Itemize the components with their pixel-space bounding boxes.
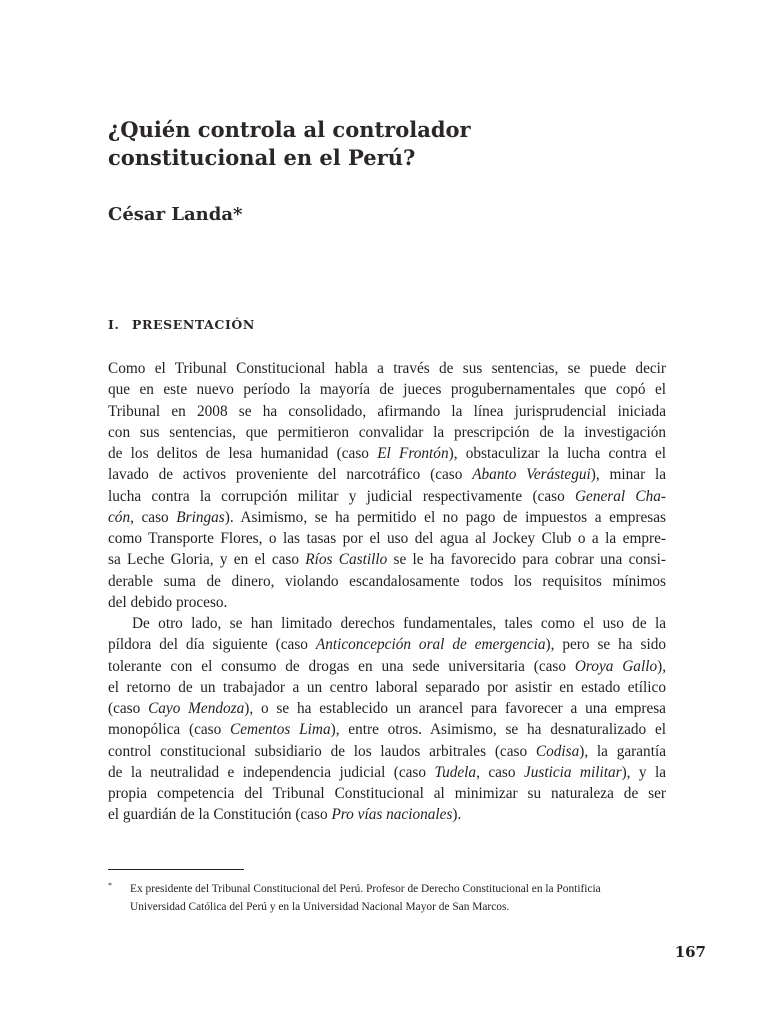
text-run: monopólica (caso	[108, 721, 231, 739]
italic-case-name: Ríos Castillo	[305, 551, 388, 569]
text-run: ), y la	[621, 763, 666, 781]
text-run: del debido proceso.	[108, 593, 228, 611]
text-line	[108, 464, 666, 485]
italic-case-name: Cayo Mendoza	[148, 700, 245, 717]
text-line	[108, 677, 666, 698]
text-line	[108, 592, 666, 613]
text-line	[108, 719, 666, 740]
text-run: ), la garantía	[579, 742, 666, 760]
text-run: con sus sentencias, que permitieron convalidar la prescripción de la investigación	[108, 423, 666, 441]
italic-case-name: Abanto Verástegui	[472, 466, 591, 484]
text-line	[108, 741, 666, 762]
page-number: 167	[674, 943, 706, 961]
text-run: ), pero se ha sido	[545, 636, 667, 654]
text-run: como Transporte Flores, o las tasas por el uso del agua al Jockey Club o a la empre-	[108, 530, 666, 547]
italic-case-name: El Frontón	[377, 445, 449, 462]
section-heading	[108, 316, 255, 334]
footnote	[108, 880, 666, 916]
text-run: control constitucional subsidiario de los laudos arbitrales (caso	[108, 742, 536, 760]
text-run: derable suma de dinero, violando escandalosamente todos los requisitos mínimos	[108, 572, 666, 590]
text-run: ), entre otros. Asimismo, se ha desnaturalizado el	[330, 721, 666, 739]
article-title-line-1: ¿Quién controla al controlador	[108, 117, 471, 142]
footnote-line-1: Ex presidente del Tribunal Constitucional del Perú. Profesor de Derecho Constitucional en la Pontificia	[130, 883, 601, 895]
text-line	[108, 358, 666, 379]
text-run: lucha contra la corrupción militar y judicial respectivamente (caso	[108, 487, 575, 505]
text-line	[108, 656, 666, 677]
text-run: propia competencia del Tribunal Constitucional al minimizar su naturaleza de ser	[108, 785, 666, 802]
text-run: ), obstaculizar la lucha contra el	[448, 445, 667, 462]
text-run: , caso	[476, 763, 524, 781]
text-run: ). Asimismo, se ha permitido el no pago de impuestos a empresas	[224, 508, 666, 526]
text-run: (caso	[108, 700, 149, 717]
text-line	[108, 634, 666, 655]
text-line	[108, 507, 666, 528]
text-line	[108, 571, 666, 592]
italic-case-name: Cementos Lima	[230, 721, 331, 739]
text-run: el guardián de la Constitución (caso	[108, 806, 332, 824]
italic-case-name: Anticoncepción oral de emergencia	[315, 636, 546, 654]
paragraph-2	[108, 613, 666, 826]
text-run: píldora del día siguiente (caso	[108, 636, 316, 654]
text-run: de la neutralidad e independencia judicial (caso	[108, 763, 435, 781]
text-line	[108, 698, 666, 719]
italic-case-name: Oroya Gallo	[574, 657, 658, 675]
italic-case-name: Justicia militar	[523, 763, 622, 781]
article-title-line-2: constitucional en el Perú?	[108, 145, 416, 170]
body-text	[108, 358, 666, 826]
text-line	[108, 613, 666, 634]
text-run: ), minar la	[590, 466, 666, 484]
article-author: César Landa*	[108, 204, 243, 225]
section-title: PRESENTACIÓN	[132, 317, 255, 332]
text-line	[108, 783, 666, 804]
footnote-line-2: Universidad Católica del Perú y en la Universidad Nacional Mayor de San Marcos.	[130, 901, 510, 913]
article-title	[108, 116, 668, 172]
footnote-marker: *	[108, 881, 112, 890]
text-run: Tribunal en 2008 se ha consolidado, afirmando la línea jurisprudencial iniciada	[108, 402, 666, 420]
section-number: I.	[108, 317, 120, 332]
text-run: De otro lado, se han limitado derechos fundamentales, tales como el uso de la	[132, 615, 666, 632]
footnote-divider	[108, 869, 244, 870]
italic-case-name: Pro vías nacionales	[331, 806, 453, 824]
text-line	[108, 528, 666, 549]
text-run: tolerante con el consumo de drogas en una sede universitaria (caso	[108, 657, 575, 675]
italic-case-name: Codisa	[535, 742, 580, 760]
text-run: sa Leche Gloria, y en el caso	[108, 551, 306, 569]
footnote-text	[130, 880, 666, 916]
text-line	[108, 549, 666, 570]
text-run: ).	[452, 806, 462, 824]
italic-case-name: cón	[108, 508, 131, 526]
text-run: Como el Tribunal Constitucional habla a través de sus sentencias, se puede decir	[108, 360, 666, 377]
text-line	[108, 486, 666, 507]
italic-case-name: Bringas	[176, 508, 225, 526]
italic-case-name: Tudela	[434, 763, 477, 781]
text-run: lavado de activos proveniente del narcotráfico (caso	[108, 466, 473, 484]
text-run: ),	[657, 657, 667, 675]
text-run: se le ha favorecido para cobrar una consi-	[387, 551, 666, 569]
paragraph-1	[108, 358, 666, 613]
text-line	[108, 422, 666, 443]
text-line	[108, 762, 666, 783]
text-run: que en este nuevo período la mayoría de jueces progubernamentales que copó el	[108, 381, 666, 399]
text-line	[108, 443, 666, 464]
text-run: el retorno de un trabajador a un centro laboral separado por asistir en estado etílico	[108, 678, 666, 696]
text-run: de los delitos de lesa humanidad (caso	[108, 445, 378, 462]
text-run: , caso	[130, 508, 177, 526]
text-line	[108, 401, 666, 422]
text-line	[108, 379, 666, 400]
italic-case-name: General Cha-	[575, 487, 666, 505]
text-run: ), o se ha establecido un arancel para favorecer a una empresa	[244, 700, 666, 717]
text-line	[108, 804, 666, 825]
